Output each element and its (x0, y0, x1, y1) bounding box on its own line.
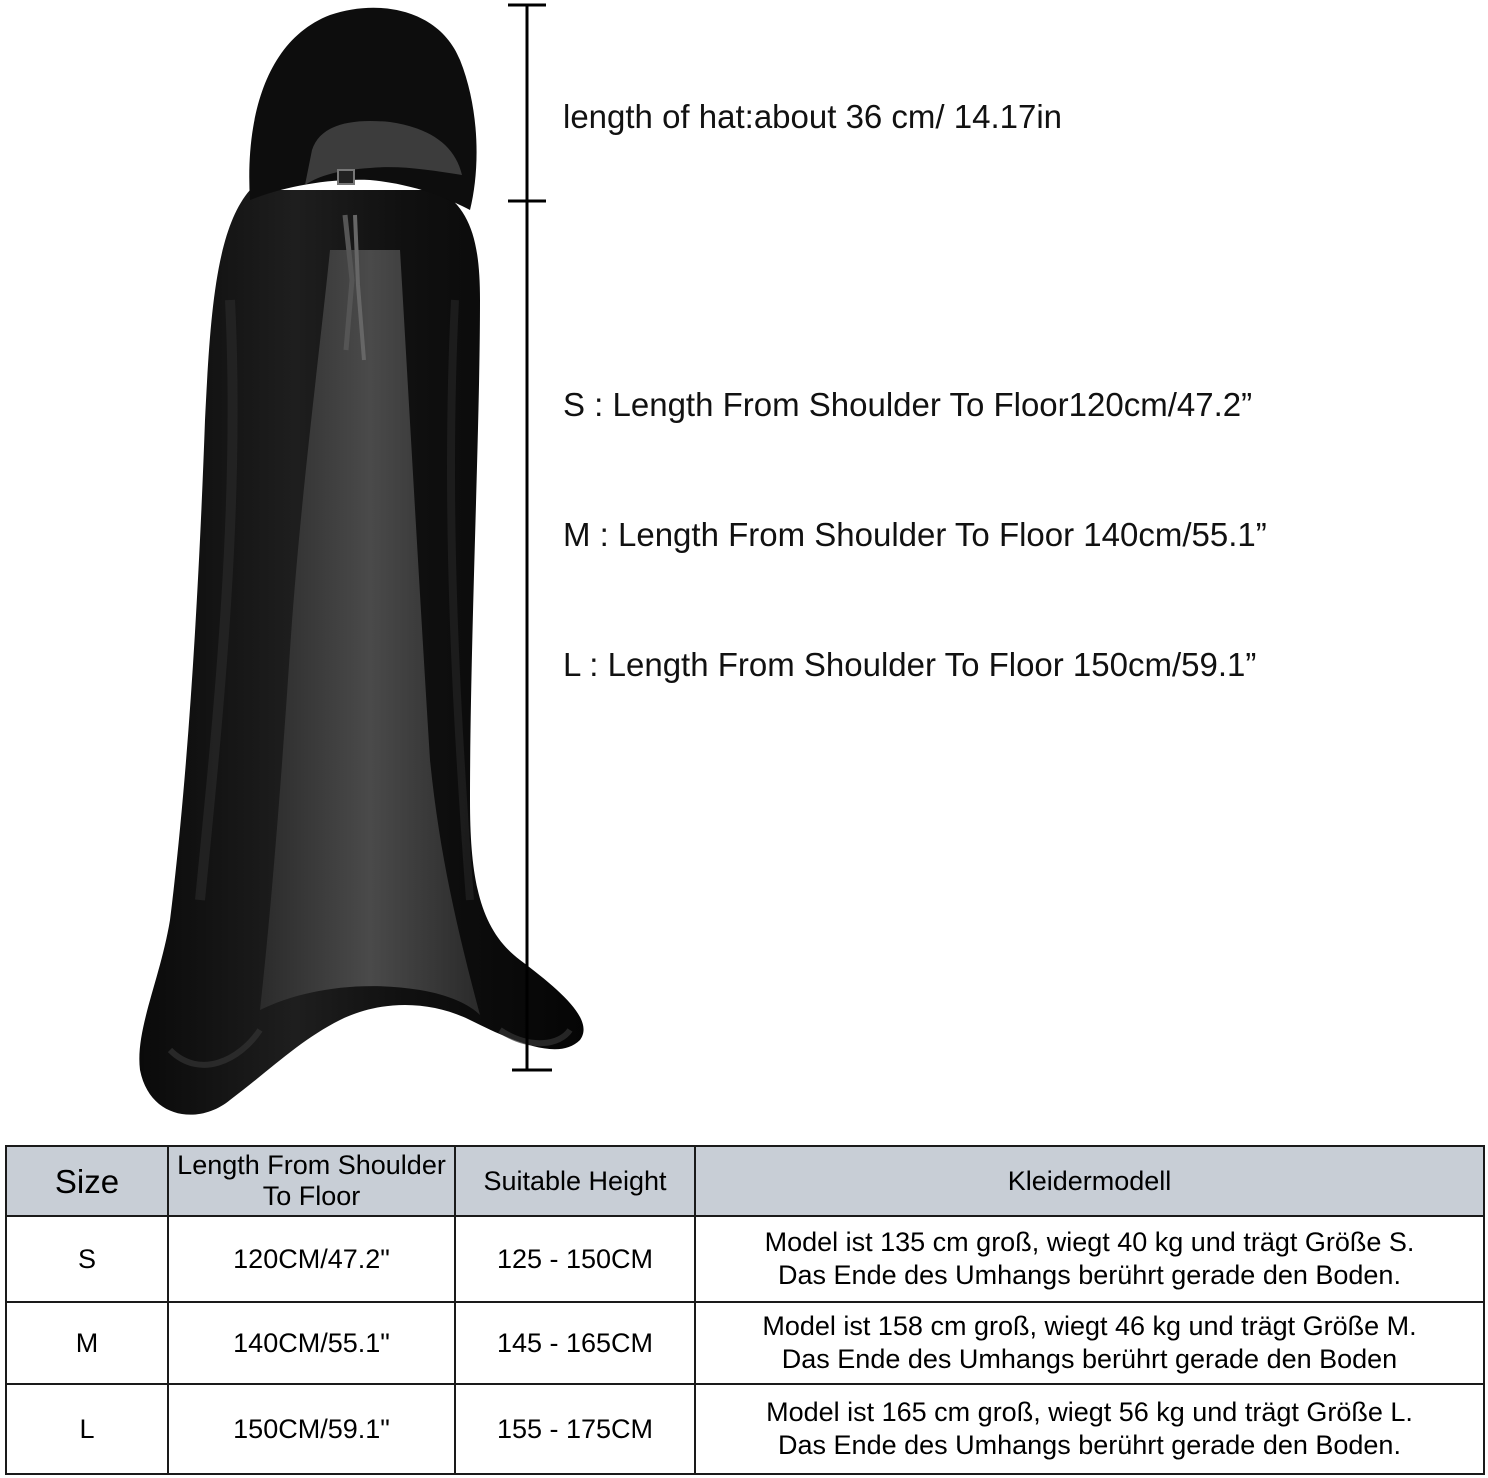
cell-length: 140CM/55.1" (168, 1302, 455, 1384)
measurement-line (0, 0, 600, 1130)
cell-height: 145 - 165CM (455, 1302, 695, 1384)
cell-size: S (6, 1216, 168, 1302)
cell-model (695, 1216, 1484, 1302)
size-chart-table (5, 1145, 1485, 1475)
cell-height: 155 - 175CM (455, 1384, 695, 1474)
cell-size: L (6, 1384, 168, 1474)
cell-model (695, 1302, 1484, 1384)
cell-length: 150CM/59.1" (168, 1384, 455, 1474)
cell-height: 125 - 150CM (455, 1216, 695, 1302)
model-line-1: Model ist 158 cm groß, wiegt 46 kg und trägt Größe M. (762, 1311, 1417, 1341)
model-line-2: Das Ende des Umhangs berührt gerade den Boden. (778, 1260, 1401, 1290)
table-row (6, 1302, 1484, 1384)
hat-length-label: length of hat:about 36 cm/ 14.17in (563, 98, 1063, 135)
table-row (6, 1216, 1484, 1302)
model-line-1: Model ist 165 cm groß, wiegt 56 kg und trägt Größe L. (766, 1397, 1413, 1427)
header-suitable-height: Suitable Height (455, 1146, 695, 1216)
table-row (6, 1384, 1484, 1474)
cell-size: M (6, 1302, 168, 1384)
size-l-length-label: L : Length From Shoulder To Floor 150cm/59.1” (563, 646, 1257, 683)
header-model: Kleidermodell (695, 1146, 1484, 1216)
model-line-2: Das Ende des Umhangs berührt gerade den Boden. (778, 1430, 1401, 1460)
cell-model (695, 1384, 1484, 1474)
header-length: Length From Shoulder To Floor (168, 1146, 455, 1216)
header-size: Size (6, 1146, 168, 1216)
size-s-length-label: S : Length From Shoulder To Floor120cm/47.2” (563, 386, 1253, 423)
table-header-row (6, 1146, 1484, 1216)
cell-length: 120CM/47.2" (168, 1216, 455, 1302)
model-line-1: Model ist 135 cm groß, wiegt 40 kg und trägt Größe S. (764, 1227, 1415, 1257)
size-m-length-label: M : Length From Shoulder To Floor 140cm/55.1” (563, 516, 1267, 553)
model-line-2: Das Ende des Umhangs berührt gerade den Boden (781, 1344, 1398, 1374)
